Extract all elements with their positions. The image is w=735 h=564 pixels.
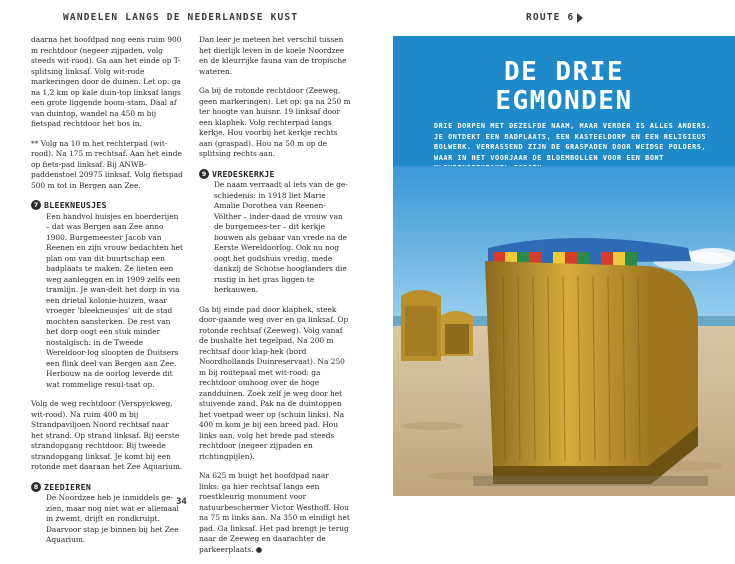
paragraph: ** Volg na 10 m het rechterpad (wit-rood). Na 175 m rechtsaf. Aan het einde op fiets-pad linksaf. Bij ANWB-paddenstoel 20975 linksaf. Volg fietspad 500 m tot in Bergen aan Zee. xyxy=(31,138,183,190)
paragraph: Dan leer je meteen het verschil tussen het dierlijk leven in de koele Noordzee en de kleurrijke fauna van de tropische wateren. xyxy=(199,35,347,76)
main-beach-chair xyxy=(473,238,708,486)
feature-title-line1: DE DRIE xyxy=(503,57,625,87)
distant-beach-chair xyxy=(401,290,441,361)
section-title: ZEEDIEREN xyxy=(44,481,92,492)
route-label-text: ROUTE 6 xyxy=(526,12,575,23)
feature-intro: DRIE DORPEN MET DEZELFDE NAAM, MAAR VERDER IS ALLES ANDERS. JE ONTDEKT EEN BADPLAATS, EEN KASTEELDORP EN EEN RELIGIEUS BOLWERK. VERRASSEND ZIJN DE GRASPADEN DOOR WEIDSE POLDERS, WAAR IN HET VOORJAAR DE BLOEMBOLLEN VOOR EEN BONT xyxy=(434,122,711,162)
arrow-right-icon xyxy=(577,13,583,23)
page-header xyxy=(0,0,735,28)
route-label xyxy=(526,12,583,23)
paragraph: Volg de weg rechtdoor (Verspyckweg, wit-rood). Na ruim 400 m bij Strandpaviljoen Noord rechtsaf naar het strand. Op strand linksaf. Bij eerste strandopgang rechtdoor. Bij tweede strandopgang linksaf. Je komt bij een rotonde met daaraan het Zee Aquarium. xyxy=(31,399,183,471)
section-text: Een handvol huisjes en boerderijen – dat was Bergen aan Zee anno 1900. Burgemeester Jacob van Reenen en zijn vrouw bedachten het plan om van dit buurtschap een badplaats te maken. Ze lieten een weg aanleggen en in 1909 zelfs een tramlijn. Je wan-delt het dorp in via een drietal kolonie-huizen, waar vroeger 'bleekneusjes' uit de stad mochten aansterken. De rest van het dorp oogt een stuk minder nostalgisch: in de Tweede Wereldoor-log sloopten de Duitsers een flink deel van Bergen aan Zee. Herbouw na de oorlog leverde dit wat rommelige resul-taat op. xyxy=(46,211,183,389)
section-text: De naam verraadt al iets van de ge-schiedenis: in 1918 liet Marie Amalie Dorothea van Reenen-Völther – inder-daad de vrouw van de burgemees-ter – dit kerkje bouwen als gebaar van vrede na de Eerste Wereldoorlog. Ook nu nog oogt het godshuis vredig, mede dankzij de Schotse hooglanders die rustig in het gras liggen te herkauwen. xyxy=(214,180,348,294)
beach-chair-photo xyxy=(393,166,735,496)
paragraph: daarna het hoofdpad nog eens ruim 900 m rechtdoor (negeer zijpaden, volg steeds wit-rood). Ga aan het einde op T-splitsing linksaf. Volg wit-rode markeringen door de duinen. Let op: ga na 1,2 km op kale duin-top linksaf langs een grote liggende boom-stam. Daal af van duintop, wandel na 450 m bij fietspad rechtdoor het bos in. xyxy=(31,35,182,128)
paragraph: Ga bij einde pad door klaphek, steek door-gaande weg over en ga linksaf. Op rotonde rechtsaf (Zeeweg). Volg vanaf de bushalte het tegelpad. Na 200 m rechtsaf door klap-hek (bord Noordhollands Duinreservaat). Na 250 m bij routepaal met wit-rood: ga rechtdoor omhoog over de hoge zandduinen. Zoek zelf je weg door het stuivende zand. Pak na de duintoppen het voetpad weer op (schuin links). Na 400 m kom je bij een breed pad. Hou links aan, volg het brede pad steeds rechtdoor (negeer zijpaden en richtingpijlen). xyxy=(199,304,349,461)
running-title: WANDELEN LANGS DE NEDERLANDSE KUST xyxy=(63,12,299,23)
section-heading-9 xyxy=(199,169,351,180)
distant-beach-chair xyxy=(441,311,473,356)
feature-title-line2: EGMONDEN xyxy=(495,86,633,116)
section-heading-8 xyxy=(31,482,183,493)
section-text: De Noordzee heb je inmiddels ge-zien, maar nog niet wat er allemaal in zwemt, drijft en rondkruipt. Daarvoor stap je binnen bij het Zee Aquarium. xyxy=(46,493,179,544)
section-heading-7 xyxy=(31,200,183,211)
page-number: 34 xyxy=(176,497,187,507)
section-title: BLEEKNEUSJES xyxy=(44,200,107,210)
section-number: 7 xyxy=(31,200,41,210)
section-title: VREDESKERKJE xyxy=(212,168,275,179)
beach-photo-illustration xyxy=(393,166,735,496)
section-number: 8 xyxy=(31,482,41,492)
feature-panel xyxy=(393,36,735,496)
paragraph: Ga bij de rotonde rechtdoor (Zeeweg, geen markeringen). Let op: ga na 250 m ter hoogte van huisnr. 19 linksaf door een klaphek. Volg rechterpad langs kerkje. Hou voorbij het kerkje rechts aan (graspad). Hou na 50 m op de splitsing rechts aan. xyxy=(199,86,351,158)
text-column-left xyxy=(31,35,183,555)
section-number: 9 xyxy=(199,169,209,179)
text-column-middle xyxy=(199,35,351,564)
paragraph: Na 625 m buigt het hoofdpad naar links: ga hier rechtsaf langs een roestkleurig monument voor natuurbeschermer Victor Westhoff. Hou na 75 m links aan. Na 350 m eindigt het pad. Ga linksaf. Het pad brengt je terug naar de Zeeweg en daarachter de parkeerplaats. ● xyxy=(199,471,350,554)
